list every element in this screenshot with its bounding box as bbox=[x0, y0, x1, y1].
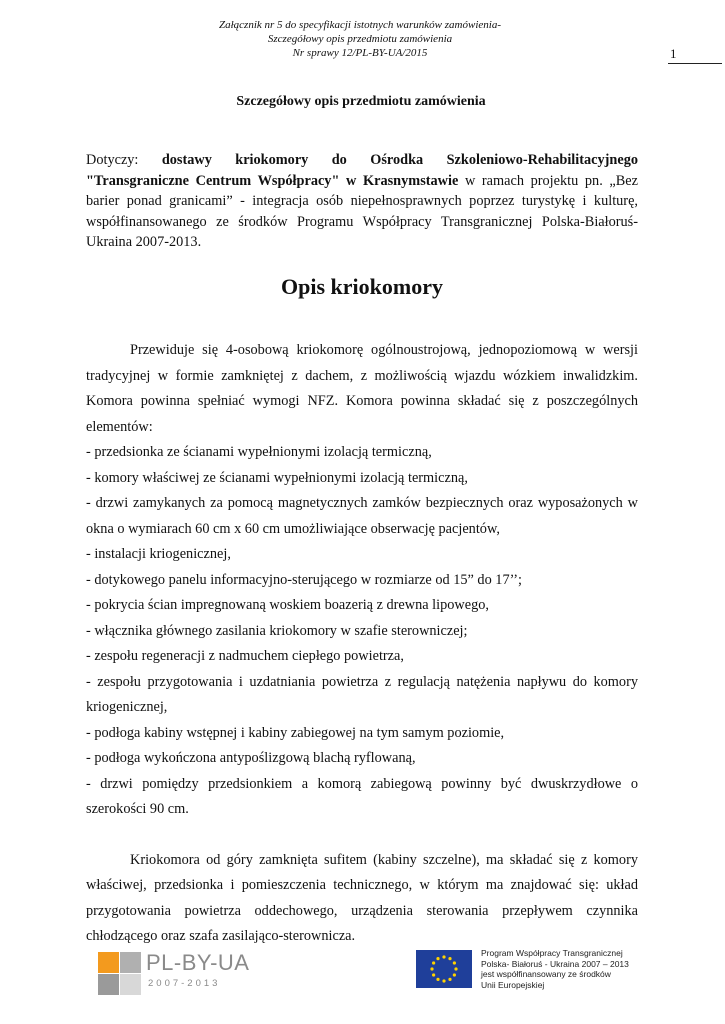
subject-label: Dotyczy: bbox=[86, 152, 139, 168]
logo-text: PL-BY-UA bbox=[146, 950, 250, 975]
list-item: - drzwi zamykanych za pomocą magnetycznych zamków bezpiecznych oraz wyposażonych w okna o wymiarach 60 cm x 60 cm umożliwiające obserwację pacjentów, bbox=[86, 495, 638, 537]
page-number: 1 bbox=[668, 45, 722, 64]
eu-star bbox=[436, 957, 439, 960]
list-item: - pokrycia ścian impregnowaną woskiem boazerią z drewna lipowego, bbox=[86, 597, 489, 613]
eu-star bbox=[430, 967, 433, 970]
subject-paragraph bbox=[86, 150, 638, 253]
header-line-1: Załącznik nr 5 do specyfikacji istotnych warunków zamówienia- bbox=[219, 19, 501, 31]
list-item: - dotykowego panelu informacyjno-sterującego w rozmiarze od 15” do 17’’; bbox=[86, 571, 523, 588]
list-item: - zespołu przygotowania i uzdatniania powietrza z regulacją natężenia napływu do komory kriogenicznej, bbox=[86, 673, 638, 715]
list-item: - włącznika głównego zasilania kriokomory w szafie sterowniczej; bbox=[86, 622, 468, 639]
list-item: - podłoga kabiny wstępnej i kabiny zabiegowej na tym samym poziomie, bbox=[86, 724, 505, 741]
list-item: - przedsionka ze ścianami wypełnionymi izolacją termiczną, bbox=[86, 444, 432, 460]
logo-square-light bbox=[120, 974, 141, 995]
eu-star bbox=[442, 955, 445, 958]
logo-square-orange bbox=[98, 952, 119, 973]
document-title: Szczegółowy opis przedmiotu zamówienia bbox=[236, 94, 486, 109]
section-title: Opis kriokomory bbox=[281, 274, 443, 299]
logo-square-gray bbox=[120, 952, 141, 973]
list-item: - komory właściwej ze ścianami wypełnionymi izolacją termiczną, bbox=[86, 469, 468, 486]
page-header bbox=[160, 18, 560, 60]
eu-star bbox=[432, 973, 435, 976]
eu-funding-note bbox=[481, 948, 681, 990]
eu-flag-icon bbox=[416, 950, 472, 988]
eu-star bbox=[448, 957, 451, 960]
eu-note-line-4: Unii Europejskiej bbox=[481, 979, 545, 990]
pl-by-ua-logo bbox=[98, 948, 258, 996]
header-line-2: Szczegółowy opis przedmiotu zamówienia bbox=[267, 33, 453, 45]
eu-star bbox=[454, 967, 457, 970]
subject-rest-text: w ramach projektu pn. „Bez barier ponad granicami” - integracja osób niepełnosprawnych poprzez turystykę i kulturę, współfinansowanego ze środków Programu Współpracy Transgranicznej Polska-Białoruś-Ukraina 2007-2013. bbox=[86, 172, 638, 250]
eu-note-line-3: jest współfinansowany ze środków bbox=[481, 969, 611, 979]
list-item: - podłoga wykończona antypoślizgową blachą ryflowaną, bbox=[86, 750, 416, 766]
list-item: - drzwi pomiędzy przedsionkiem a komorą zabiegową powinny być dwuskrzydłowe o szerokości 90 cm. bbox=[86, 775, 638, 817]
eu-note-line-1: Program Współpracy Transgranicznej bbox=[481, 948, 623, 958]
paragraph-spacer bbox=[86, 823, 638, 848]
eu-star bbox=[442, 979, 445, 982]
closing-paragraph: Kriokomora od góry zamknięta sufitem (kabiny szczelne), ma składać się z komory właściwej, przedsionka i pomieszczenia technicznego, w którym ma znajdować się: układ przygotowania powietrza oddechowego, urządzenia sterowania przepływem czynnika chłodzącego oraz szafa zasilająco-sterownicza. bbox=[86, 851, 638, 944]
subject-bold-text: dostawy kriokomory do Ośrodka Szkoleniowo-Rehabilitacyjnego "Transgraniczne Centrum Współpracy" w Krasnymstawie bbox=[86, 152, 638, 189]
intro-paragraph: Przewiduje się 4-osobową kriokomorę ogólnoustrojową, jednopoziomową w wersji tradycyjnej w formie zamkniętej z dachem, z możliwością wjazdu wózkiem inwalidzkim. Komora powinna spełniać wymogi NFZ. Komora powinna składać się z poszczególnych elementów: bbox=[86, 342, 638, 435]
eu-star bbox=[453, 973, 456, 976]
eu-star bbox=[448, 978, 451, 981]
logo-square-gray-2 bbox=[98, 974, 119, 995]
eu-star bbox=[432, 961, 435, 964]
description-body bbox=[86, 338, 638, 950]
logo-years: 2007-2013 bbox=[148, 978, 221, 989]
list-item: - zespołu regeneracji z nadmuchem ciepłego powietrza, bbox=[86, 648, 404, 664]
list-item: - instalacji kriogenicznej, bbox=[86, 546, 231, 562]
eu-note-line-2: Polska- Białoruś - Ukraina 2007 – 2013 bbox=[481, 958, 629, 969]
eu-star bbox=[436, 978, 439, 981]
header-line-3: Nr sprawy 12/PL-BY-UA/2015 bbox=[292, 47, 428, 59]
eu-star bbox=[453, 961, 456, 964]
